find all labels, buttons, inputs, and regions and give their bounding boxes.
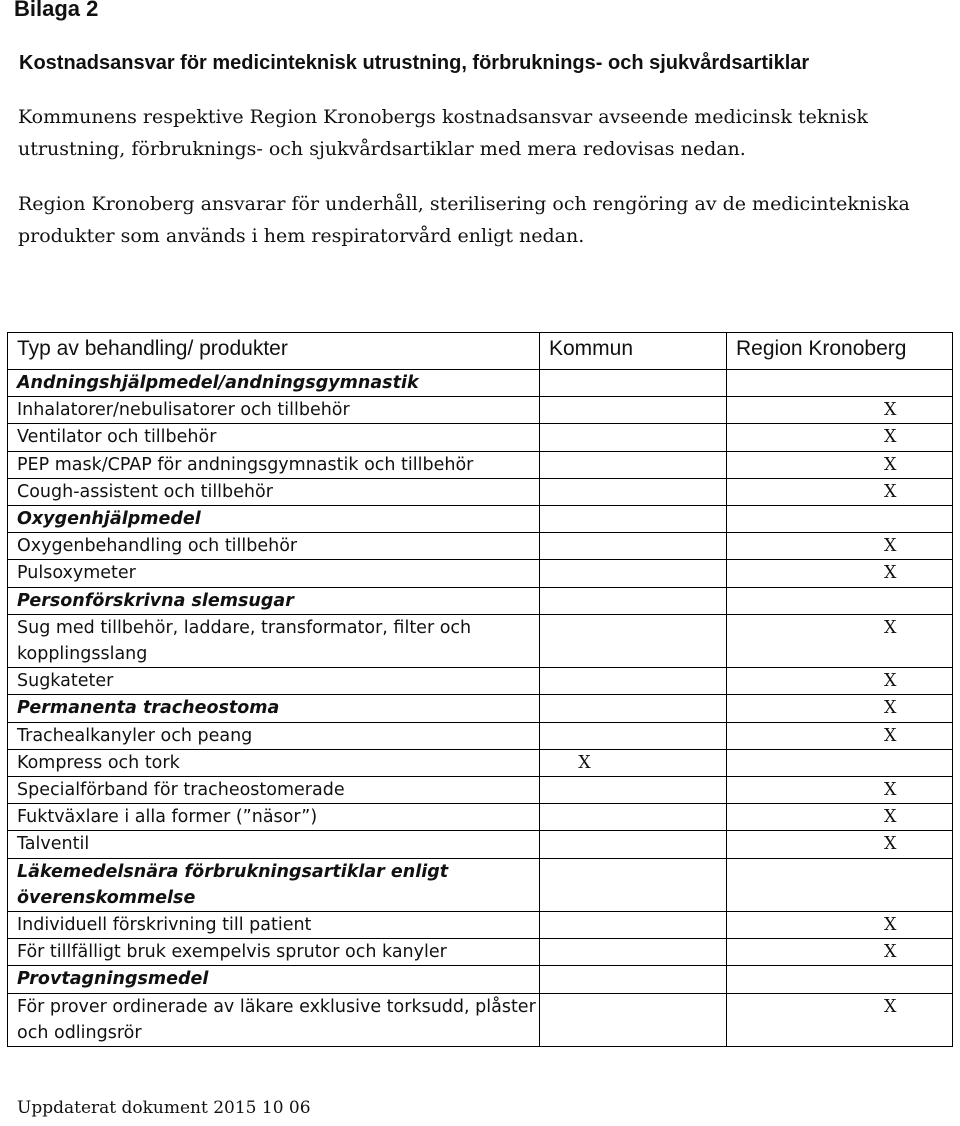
region-cell [727,370,953,397]
region-mark: X [884,671,897,692]
kommun-cell [540,370,727,397]
region-mark: X [884,481,897,502]
kommun-cell [540,695,727,722]
region-mark: X [884,915,897,936]
region-cell [727,587,953,614]
region-cell [727,424,953,451]
region-mark: X [884,725,897,746]
table-row [8,722,953,749]
header-treatment-type: Typ av behandling/ produkter [8,333,540,370]
product-label-cell: För prover ordinerade av läkare exklusive torksudd, plåster och odlingsrör [8,993,540,1046]
kommun-cell [540,749,727,776]
region-cell [727,804,953,831]
table-row [8,451,953,478]
product-label-cell: Specialförband för tracheostomerade [8,777,540,804]
table-section-row [8,587,953,614]
product-label-cell: Oxygenbehandling och tillbehör [8,533,540,560]
product-label-cell: Inhalatorer/nebulisatorer och tillbehör [8,397,540,424]
kommun-cell [540,478,727,505]
table-header-row [8,333,953,370]
intro-paragraph: Kommunens respektive Region Kronobergs kostnadsansvar avseende medicinsk teknisk utrustning, förbruknings- och sjukvårdsartiklar med mera redovisas nedan. [18,106,868,160]
kommun-cell [540,722,727,749]
kommun-cell [540,397,727,424]
table-row [8,804,953,831]
table-row [8,939,953,966]
kommun-cell [540,614,727,667]
region-cell [727,831,953,858]
page-title: Kostnadsansvar för medicinteknisk utrustning, förbruknings- och sjukvårdsartiklar [19,52,810,74]
table-body [8,333,953,1047]
section-heading-cell: Personförskrivna slemsugar [8,587,540,614]
product-label-cell: Sugkateter [8,668,540,695]
region-cell [727,695,953,722]
region-cell [727,478,953,505]
kommun-cell [540,993,727,1046]
product-label-cell: För tillfälligt bruk exempelvis sprutor och kanyler [8,939,540,966]
kommun-cell [540,831,727,858]
region-cell [727,858,953,911]
region-cell [727,777,953,804]
region-mark: X [884,617,897,638]
table-section-row [8,858,953,911]
appendix-label: Bilaga 2 [14,0,99,21]
kommun-cell [540,587,727,614]
section-heading-cell: Permanenta tracheostoma [8,695,540,722]
product-label-cell: Individuell förskrivning till patient [8,912,540,939]
kommun-cell [540,777,727,804]
region-cell [727,966,953,993]
region-cell [727,533,953,560]
product-label-cell: Pulsoxymeter [8,560,540,587]
product-label-cell: Cough-assistent och tillbehör [8,478,540,505]
kommun-cell [540,668,727,695]
kommun-cell [540,912,727,939]
table-row [8,749,953,776]
product-label-cell: Trachealkanyler och peang [8,722,540,749]
product-label-cell: Sug med tillbehör, laddare, transformator, filter och kopplingsslang [8,614,540,667]
region-mark: X [884,536,897,557]
region-mark: X [884,780,897,801]
table-section-row [8,506,953,533]
table-section-row [8,695,953,722]
kommun-cell [540,804,727,831]
responsibility-paragraph: Region Kronoberg ansvarar för underhåll, sterilisering och rengöring av de medicintekniska produkter som används i hem respiratorvård enligt nedan. [18,193,910,247]
region-mark: X [884,400,897,421]
region-mark: X [884,996,897,1017]
kommun-cell [540,451,727,478]
region-cell [727,560,953,587]
region-cell [727,451,953,478]
region-mark: X [884,807,897,828]
section-heading-cell: Provtagningsmedel [8,966,540,993]
kommun-cell [540,560,727,587]
table-row [8,533,953,560]
kommun-cell [540,424,727,451]
region-cell [727,993,953,1046]
kommun-cell [540,966,727,993]
table-row [8,478,953,505]
table-row [8,397,953,424]
section-heading-cell: Oxygenhjälpmedel [8,506,540,533]
region-cell [727,614,953,667]
region-cell [727,397,953,424]
kommun-cell [540,506,727,533]
kommun-mark: X [578,752,591,773]
region-mark: X [884,834,897,855]
table-row [8,831,953,858]
section-heading-cell: Läkemedelsnära förbrukningsartiklar enligt överenskommelse [8,858,540,911]
region-cell [727,668,953,695]
region-cell [727,506,953,533]
section-heading-cell: Andningshjälpmedel/andningsgymnastik [8,370,540,397]
header-region: Region Kronoberg [727,333,953,370]
region-cell [727,912,953,939]
region-mark: X [884,563,897,584]
product-label-cell: Fuktväxlare i alla former (”näsor”) [8,804,540,831]
kommun-cell [540,939,727,966]
region-mark: X [884,454,897,475]
region-mark: X [884,427,897,448]
kommun-cell [540,533,727,560]
product-label-cell: PEP mask/CPAP för andningsgymnastik och tillbehör [8,451,540,478]
table-row [8,560,953,587]
table-section-row [8,370,953,397]
region-mark: X [884,942,897,963]
kommun-cell [540,858,727,911]
table-row [8,993,953,1046]
table-section-row [8,966,953,993]
table-row [8,614,953,667]
region-cell [727,722,953,749]
region-cell [727,939,953,966]
region-cell [727,749,953,776]
header-kommun: Kommun [540,333,727,370]
table-row [8,777,953,804]
region-mark: X [884,698,897,719]
table-row [8,424,953,451]
table-row [8,912,953,939]
product-label-cell: Kompress och tork [8,749,540,776]
cost-responsibility-table [7,332,953,1047]
table-row [8,668,953,695]
product-label-cell: Ventilator och tillbehör [8,424,540,451]
document-updated-note: Uppdaterat dokument 2015 10 06 [17,1098,311,1118]
product-label-cell: Talventil [8,831,540,858]
